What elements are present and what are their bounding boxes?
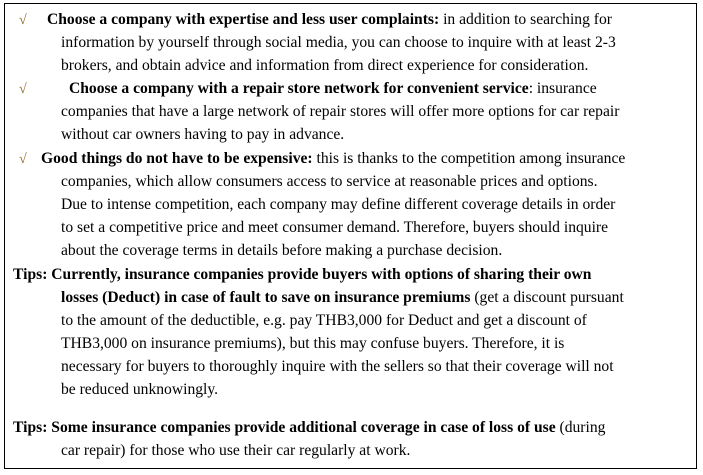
tip-line xyxy=(61,286,624,309)
tip-heading: Tips: Some insurance companies provide additional coverage in case of loss of use xyxy=(13,419,556,436)
item-text: this is thanks to the competition among insurance xyxy=(312,150,626,167)
item-line xyxy=(41,147,625,170)
item-line: companies that have a large network of repair stores will offer more options for car repair xyxy=(61,103,620,120)
item-heading: Choose a company with expertise and less user complaints: xyxy=(47,11,440,28)
tip-line: to the amount of the deductible, e.g. pay THB3,000 for Deduct and get a discount of xyxy=(61,312,587,329)
check-mark-icon: √ xyxy=(19,82,27,97)
tip-line: THB3,000 on insurance premiums), but this may confuse buyers. Therefore, it is xyxy=(61,335,565,352)
item-heading: Good things do not have to be expensive: xyxy=(41,150,313,167)
item-line: Due to intense competition, each company may define different coverage details in order xyxy=(61,196,616,213)
tip-line: be reduced unknowingly. xyxy=(61,381,219,398)
tip-heading-cont: losses (Deduct) in case of fault to save on insurance premiums xyxy=(61,289,471,306)
item-line: brokers, and obtain advice and information from direct experience for consideration. xyxy=(61,57,589,74)
item-text: in addition to searching for xyxy=(439,11,612,28)
item-line: companies, which allow consumers access to service at reasonable prices and options. xyxy=(61,173,598,190)
item-text: : insurance xyxy=(528,80,597,97)
item-line: about the coverage terms in details before making a purchase decision. xyxy=(61,242,503,259)
tip-line: necessary for buyers to thoroughly inquire with the sellers so that their coverage will not xyxy=(61,358,614,375)
item-heading: Choose a company with a repair store network for convenient service xyxy=(69,80,529,97)
tip-line: car repair) for those who use their car regularly at work. xyxy=(61,442,411,459)
content-box xyxy=(4,3,697,469)
item-line xyxy=(69,77,597,100)
tip-line xyxy=(13,263,591,286)
tip-text: (get a discount pursuant xyxy=(470,289,624,306)
item-line: without car owners having to pay in advance. xyxy=(61,126,345,143)
item-line xyxy=(47,8,612,31)
tip-line xyxy=(13,416,605,439)
item-line: to set a competitive price and meet consumer demand. Therefore, buyers should inquire xyxy=(61,219,609,236)
item-line: information by yourself through social media, you can choose to inquire with at least 2-3 xyxy=(61,34,616,51)
tip-heading: Tips: Currently, insurance companies provide buyers with options of sharing their own xyxy=(13,266,592,283)
tip-text: (during xyxy=(555,419,606,436)
check-mark-icon: √ xyxy=(19,13,27,28)
check-mark-icon: √ xyxy=(19,152,27,167)
